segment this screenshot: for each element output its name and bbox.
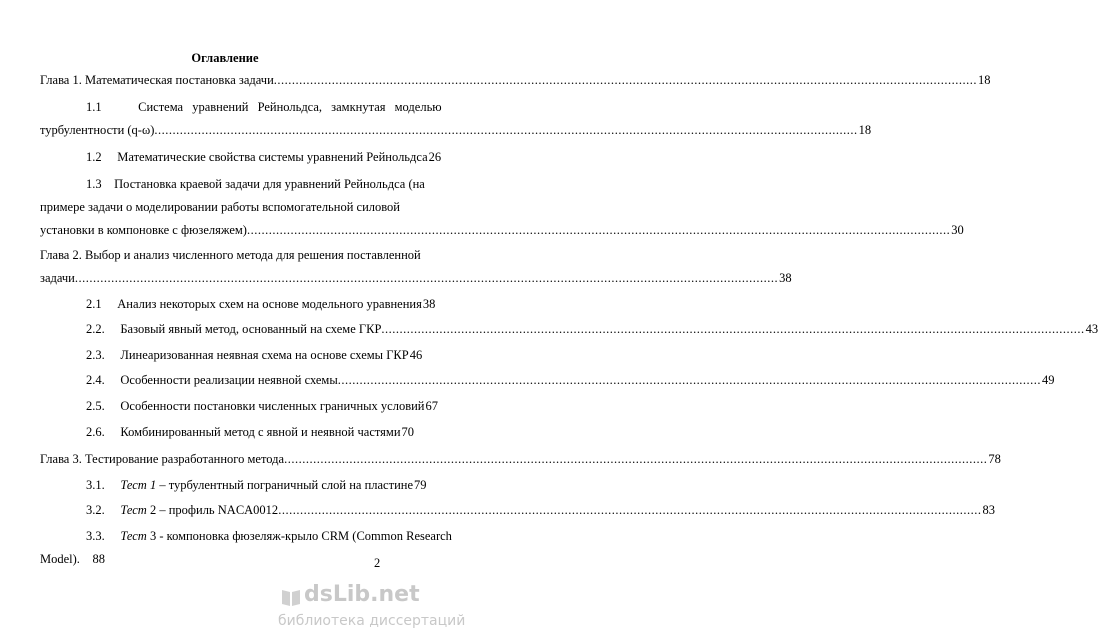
toc-page: 79 xyxy=(414,478,427,492)
toc-leader xyxy=(75,270,778,286)
watermark-logo xyxy=(278,582,466,632)
toc-page: 70 xyxy=(401,425,415,439)
toc-page: 18 xyxy=(858,123,872,137)
toc-section-1-3: 1.3 Постановка краевой задачи для уравнений Рейнольдса (на xyxy=(86,177,425,191)
toc-section-3-3-cont: Model). 88 xyxy=(40,552,105,566)
toc-page: 67 xyxy=(425,399,438,413)
toc-leader xyxy=(338,372,1041,388)
toc-page: 18 xyxy=(978,73,991,87)
toc-chapter-1 xyxy=(40,72,991,88)
watermark-subtitle: библиотека диссертаций xyxy=(278,613,466,629)
toc-section-1-3-cont2: установки в компоновке с фюзеляжем) ..... 30 xyxy=(40,222,398,238)
toc-section-2-1: 2.1 Анализ некоторых схем на основе модельного уравнения 38 xyxy=(86,297,436,311)
toc-chapter-3: Глава 3. Тестирование разработанного метода ..... 78 xyxy=(40,451,398,467)
watermark-title: dsLib.net xyxy=(304,582,420,607)
toc-section-1-3-cont: примере задачи о моделировании работы вспомогательной силовой xyxy=(40,200,400,214)
toc-label: 1.1 Система уравнений Рейнольдса, замкнутая моделью xyxy=(86,100,442,114)
toc-section-2-6: 2.6. Комбинированный метод с явной и неявной частями 70 xyxy=(86,425,415,439)
toc-page: 43 xyxy=(1085,322,1098,336)
toc-leader xyxy=(278,502,981,518)
toc-section-3-2: 3.2. Тест 2 – профиль NACA0012 ..... 83 xyxy=(86,502,398,518)
toc-chapter-2: Глава 2. Выбор и анализ численного метода для решения поставленной xyxy=(40,248,421,262)
toc-title: Оглавление xyxy=(191,51,259,65)
toc-section-2-3: 2.3. Линеаризованная неявная схема на основе схемы ГКР 46 xyxy=(86,348,423,362)
toc-leader xyxy=(284,451,987,467)
toc-page: 38 xyxy=(779,271,792,285)
toc-page: 38 xyxy=(422,297,436,311)
toc-section-2-4: 2.4. Особенности реализации неявной схемы ..... 49 xyxy=(86,372,398,388)
page-number: 2 xyxy=(374,556,381,570)
toc-page: 26 xyxy=(428,150,442,164)
toc-section-2-5: 2.5. Особенности постановки численных граничных условий 67 xyxy=(86,399,438,413)
toc-leader xyxy=(247,222,950,238)
book-icon xyxy=(280,586,302,608)
toc-page: 88 xyxy=(92,552,105,566)
toc-section-1-1-cont: турбулентности (q-ω) ..... 18 xyxy=(40,122,398,138)
toc-page: 49 xyxy=(1042,373,1055,387)
toc-leader xyxy=(154,122,857,138)
toc-page: 46 xyxy=(409,348,423,362)
toc-page: 30 xyxy=(951,223,964,237)
toc-leader xyxy=(381,321,1084,337)
toc-label: Глава 1. Математическая постановка задачи xyxy=(40,73,274,87)
toc-section-3-3: 3.3. Тест 3 - компоновка фюзеляж-крыло CRM (Common Research xyxy=(86,529,452,543)
toc-chapter-2-cont: задачи ..... 38 xyxy=(40,270,398,286)
toc-section-2-2: 2.2. Базовый явный метод, основанный на схеме ГКР ..... 43 xyxy=(86,321,398,337)
toc-page: 83 xyxy=(982,503,995,517)
toc-section-3-1: 3.1. Тест 1 – турбулентный пограничный слой на пластине 79 xyxy=(86,478,427,492)
toc-section-1-2: 1.2 Математические свойства системы уравнений Рейнольдса 26 xyxy=(86,150,442,164)
toc-leader xyxy=(274,72,977,88)
toc-page: 78 xyxy=(988,452,1001,466)
toc-section-1-1 xyxy=(86,99,442,115)
